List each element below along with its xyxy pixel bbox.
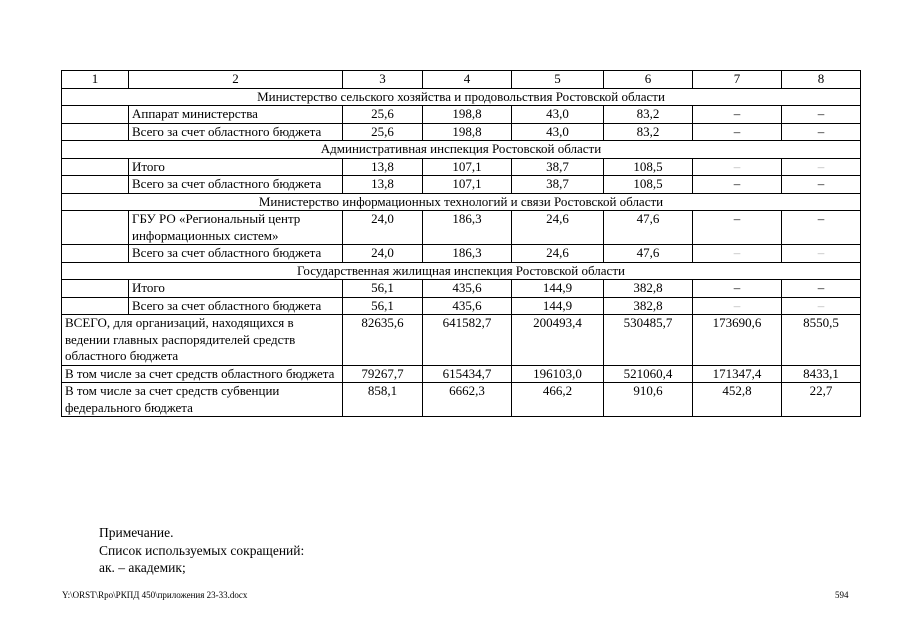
row-index-cell [62, 106, 129, 124]
section-title: Министерство сельского хозяйства и продовольствия Ростовской области [62, 88, 861, 106]
section-title: Государственная жилищная инспекция Ростовской области [62, 262, 861, 280]
total-value-cell: 521060,4 [604, 365, 693, 383]
row-index-cell [62, 245, 129, 263]
value-cell: – [782, 280, 861, 298]
row-label: Итого [129, 158, 343, 176]
row-label: Всего за счет областного бюджета [129, 245, 343, 263]
footer-file-path: Y:\ORST\Rpo\РКПД 450\приложения 23-33.docx [62, 590, 248, 600]
value-cell: 24,0 [343, 245, 423, 263]
value-cell: 107,1 [423, 176, 512, 194]
value-cell: – [693, 211, 782, 245]
value-cell: 144,9 [512, 297, 604, 315]
row-index-cell [62, 176, 129, 194]
value-cell: 43,0 [512, 123, 604, 141]
section-title: Административная инспекция Ростовской области [62, 141, 861, 159]
row-index-cell [62, 280, 129, 298]
total-row [62, 365, 861, 383]
value-cell: 144,9 [512, 280, 604, 298]
row-index-cell [62, 211, 129, 245]
value-cell: – [782, 211, 861, 245]
value-cell: – [782, 176, 861, 194]
value-cell: 38,7 [512, 176, 604, 194]
total-row [62, 315, 861, 366]
row-label: Всего за счет областного бюджета [129, 123, 343, 141]
row-index-cell [62, 123, 129, 141]
value-cell: 382,8 [604, 297, 693, 315]
value-cell: – [782, 158, 861, 176]
value-cell: 24,0 [343, 211, 423, 245]
value-cell: 83,2 [604, 106, 693, 124]
value-cell: 186,3 [423, 211, 512, 245]
table-row [62, 158, 861, 176]
total-value-cell: 641582,7 [423, 315, 512, 366]
row-label: ГБУ РО «Региональный центр информационных систем» [129, 211, 343, 245]
abbreviation-item: ак. – академик; [99, 560, 186, 575]
value-cell: 25,6 [343, 123, 423, 141]
total-label: В том числе за счет средств субвенции федерального бюджета [62, 383, 343, 417]
value-cell: 108,5 [604, 176, 693, 194]
row-index-cell [62, 158, 129, 176]
table-row [62, 280, 861, 298]
value-cell: 198,8 [423, 106, 512, 124]
total-label: ВСЕГО, для организаций, находящихся в ведении главных распорядителей средств областного бюджета [62, 315, 343, 366]
table-row [62, 245, 861, 263]
column-header: 3 [343, 71, 423, 89]
total-value-cell: 22,7 [782, 383, 861, 417]
value-cell: – [782, 245, 861, 263]
value-cell: 38,7 [512, 158, 604, 176]
table-row [62, 106, 861, 124]
value-cell: – [693, 106, 782, 124]
value-cell: 108,5 [604, 158, 693, 176]
footer-page-number: 594 [835, 590, 849, 600]
value-cell: 43,0 [512, 106, 604, 124]
value-cell: 382,8 [604, 280, 693, 298]
total-value-cell: 8550,5 [782, 315, 861, 366]
column-header: 4 [423, 71, 512, 89]
row-label: Аппарат министерства [129, 106, 343, 124]
column-header: 8 [782, 71, 861, 89]
value-cell: 56,1 [343, 297, 423, 315]
value-cell: – [693, 280, 782, 298]
value-cell: – [693, 245, 782, 263]
row-label: Всего за счет областного бюджета [129, 176, 343, 194]
table-row [62, 176, 861, 194]
row-index-cell [62, 297, 129, 315]
value-cell: – [693, 297, 782, 315]
header-row [62, 71, 861, 89]
value-cell: 435,6 [423, 297, 512, 315]
total-value-cell: 196103,0 [512, 365, 604, 383]
value-cell: 13,8 [343, 158, 423, 176]
value-cell: – [693, 123, 782, 141]
budget-table [61, 70, 861, 417]
value-cell: 24,6 [512, 245, 604, 263]
value-cell: – [693, 176, 782, 194]
row-label: Всего за счет областного бюджета [129, 297, 343, 315]
total-value-cell: 858,1 [343, 383, 423, 417]
total-value-cell: 452,8 [693, 383, 782, 417]
value-cell: – [782, 106, 861, 124]
column-header: 7 [693, 71, 782, 89]
total-value-cell: 82635,6 [343, 315, 423, 366]
row-label: Итого [129, 280, 343, 298]
column-header: 1 [62, 71, 129, 89]
value-cell: – [782, 123, 861, 141]
value-cell: 13,8 [343, 176, 423, 194]
value-cell: 435,6 [423, 280, 512, 298]
section-title-row [62, 193, 861, 211]
value-cell: 186,3 [423, 245, 512, 263]
note-title: Примечание. [99, 525, 174, 540]
total-value-cell: 6662,3 [423, 383, 512, 417]
total-label: В том числе за счет средств областного бюджета [62, 365, 343, 383]
value-cell: 198,8 [423, 123, 512, 141]
table-row [62, 211, 861, 245]
total-row [62, 383, 861, 417]
table-row [62, 123, 861, 141]
value-cell: – [782, 297, 861, 315]
value-cell: 47,6 [604, 211, 693, 245]
column-header: 6 [604, 71, 693, 89]
column-header: 5 [512, 71, 604, 89]
note-block [99, 524, 304, 577]
total-value-cell: 910,6 [604, 383, 693, 417]
column-header: 2 [129, 71, 343, 89]
abbreviations-title: Список используемых сокращений: [99, 542, 305, 558]
total-value-cell: 200493,4 [512, 315, 604, 366]
value-cell: 47,6 [604, 245, 693, 263]
total-value-cell: 530485,7 [604, 315, 693, 366]
section-title: Министерство информационных технологий и связи Ростовской области [62, 193, 861, 211]
table-row [62, 297, 861, 315]
section-title-row [62, 141, 861, 159]
value-cell: – [693, 158, 782, 176]
value-cell: 25,6 [343, 106, 423, 124]
total-value-cell: 615434,7 [423, 365, 512, 383]
value-cell: 107,1 [423, 158, 512, 176]
value-cell: 56,1 [343, 280, 423, 298]
total-value-cell: 171347,4 [693, 365, 782, 383]
section-title-row [62, 88, 861, 106]
value-cell: 24,6 [512, 211, 604, 245]
total-value-cell: 8433,1 [782, 365, 861, 383]
section-title-row [62, 262, 861, 280]
total-value-cell: 79267,7 [343, 365, 423, 383]
total-value-cell: 173690,6 [693, 315, 782, 366]
value-cell: 83,2 [604, 123, 693, 141]
total-value-cell: 466,2 [512, 383, 604, 417]
